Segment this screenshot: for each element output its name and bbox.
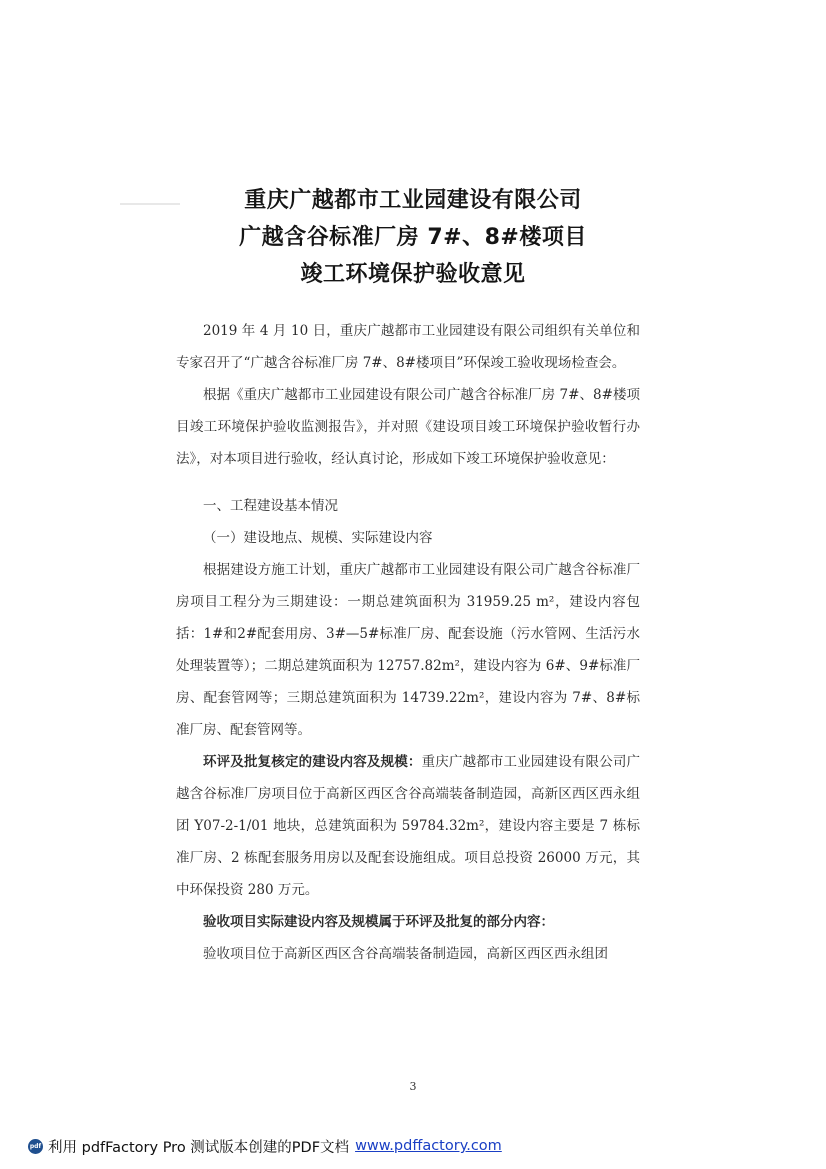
document-title [0,186,826,297]
pdf-logo-icon: pdf [28,1139,43,1154]
title-project: 广越含谷标准厂房 7#、8#楼项目 [239,225,587,250]
title-company: 重庆广越都市工业园建设有限公司 [244,188,582,213]
intro-paragraph-1: 2019 年 4 月 10 日，重庆广越都市工业园建设有限公司组织有关单位和专家召开了“广越含谷标准厂房 7#、8#楼项目”环保竣工验收现场检查会。 [176,323,640,371]
footer-link[interactable]: www.pdffactory.com [355,1138,502,1154]
title-subject: 竣工环境保护验收意见 [300,262,526,287]
construction-paragraph-2 [176,746,640,906]
section-heading: 一、工程建设基本情况 [203,498,338,514]
pdf-watermark-footer [28,1134,502,1158]
subsection-heading: （一）建设地点、规模、实际建设内容 [203,530,433,546]
intro-section [176,315,640,475]
intro-paragraph-2: 根据《重庆广越都市工业园建设有限公司广越含谷标准厂房 7#、8#楼项目竣工环境保护验收监测报告》，并对照《建设项目竣工环境保护验收暂行办法》，对本项目进行验收，经认真讨论，形成如下竣工环境保护验收意见： [176,387,640,467]
construction-paragraph-4: 验收项目位于高新区西区含谷高端装备制造园，高新区西区西永组团 [203,946,608,962]
eia-text: 重庆广越都市工业园建设有限公司广越含谷标准厂房项目位于高新区西区含谷高端装备制造园，高新区西区西永组团 Y07-2-1/01 地块，总建筑面积为 59784.32m²，建设内容主要是 7 栋标准厂房、2 栋配套服务用房以及配套设施组成。项目总投资 26000 万元，其中环保投资 280 万元。 [176,754,641,898]
actual-label: 验收项目实际建设内容及规模属于环评及批复的部分内容： [203,914,554,930]
actual-construction-label [176,906,640,938]
page-number: 3 [409,1080,417,1093]
construction-paragraph-1: 根据建设方施工计划，重庆广越都市工业园建设有限公司广越含谷标准厂房项目工程分为三期建设：一期总建筑面积为 31959.25 m²，建设内容包括：1#和2#配套用房、3#—5#标准厂房、配套设施（污水管网、生活污水处理装置等）；二期总建筑面积为 12757.82m²，建设内容为 6#、9#标准厂房、配套管网等；三期总建筑面积为 14739.22m²，建设内容为 7#、8#标准厂房、配套管网等。 [176,562,640,738]
footer-text: 利用 pdfFactory Pro 测试版本创建的PDF文档 [48,1139,350,1156]
section-construction-overview [176,490,640,970]
eia-label: 环评及批复核定的建设内容及规模： [203,754,422,770]
